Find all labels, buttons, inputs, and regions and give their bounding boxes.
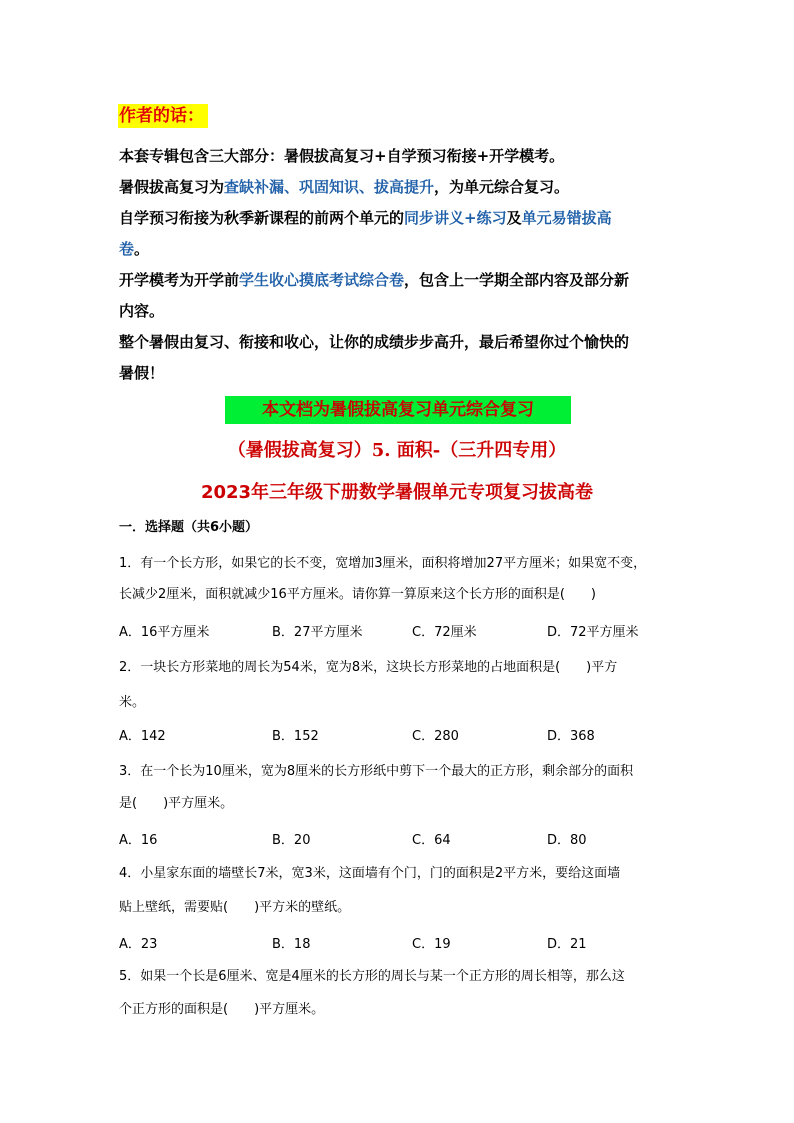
intro-line-4-end: 。 <box>134 240 150 258</box>
question-1-line-2: 长减少2厘米，面积就减少16平方厘米。请你算一算原来这个长方形的面积是( ) <box>119 587 596 602</box>
question-5-line-1: 5．如果一个长是6厘米、宽是4厘米的长方形的周长与某一个正方形的周长相等，那么这 <box>119 969 625 984</box>
question-1-option-d: D．72平方厘米 <box>547 625 639 640</box>
question-2-option-c: C．280 <box>412 729 459 744</box>
section-heading: 一．选择题（共6小题） <box>119 520 259 535</box>
question-2-option-a: A．142 <box>119 729 166 744</box>
intro-line-5-highlight: 学生收心摸底考试综合卷 <box>239 271 405 289</box>
intro-line-3-a: 自学预习衔接为秋季新课程的前两个单元的 <box>119 209 405 227</box>
intro-line-1: 本套专辑包含三大部分：暑假拔高复习+自学预习衔接+开学模考。 <box>119 147 565 165</box>
intro-line-8: 暑假！ <box>119 364 165 382</box>
question-1-option-b: B．27平方厘米 <box>272 625 363 640</box>
intro-line-2 <box>119 177 569 197</box>
question-2-option-d: D．368 <box>547 729 595 744</box>
question-3-option-a: A．16 <box>119 833 158 848</box>
intro-line-4 <box>119 239 149 259</box>
intro-line-3-highlight-2: 单元易错拔高 <box>521 209 612 227</box>
question-3-option-c: C．64 <box>412 833 451 848</box>
intro-line-7: 整个暑假由复习、衔接和收心，让你的成绩步步高升，最后希望你过个愉快的 <box>119 333 630 351</box>
question-2-option-b: B．152 <box>272 729 319 744</box>
question-4-option-c: C．19 <box>412 937 451 952</box>
question-3-line-1: 3．在一个长为10厘米，宽为8厘米的长方形纸中剪下一个最大的正方形，剩余部分的面积 <box>119 764 634 779</box>
question-3-option-d: D．80 <box>547 833 587 848</box>
document-banner: 本文档为暑假拔高复习单元综合复习 <box>225 396 571 424</box>
question-4-line-1: 4．小星家东面的墙壁长7米，宽3米，这面墙有个门，门的面积是2平方米，要给这面墙 <box>119 866 621 881</box>
question-4-line-2: 贴上壁纸，需要贴( )平方米的壁纸。 <box>119 900 351 915</box>
intro-line-5-a: 开学模考为开学前 <box>119 271 240 289</box>
document-subtitle: （暑假拔高复习）5. 面积-（三升四专用） <box>227 440 567 461</box>
question-5-line-2: 个正方形的面积是( )平方厘米。 <box>119 1002 325 1017</box>
intro-line-5-c: ，包含上一学期全部内容及部分新 <box>404 271 630 289</box>
question-1-option-c: C．72厘米 <box>412 625 477 640</box>
intro-line-2-a: 暑假拔高复习为 <box>119 178 225 196</box>
intro-line-4-highlight: 卷 <box>119 240 135 258</box>
intro-line-5 <box>119 270 629 290</box>
question-4-option-d: D．21 <box>547 937 587 952</box>
intro-line-6: 内容。 <box>119 302 165 320</box>
intro-line-3 <box>119 208 612 228</box>
intro-line-2-highlight: 查缺补漏、巩固知识、拔高提升 <box>224 178 435 196</box>
question-4-option-a: A．23 <box>119 937 158 952</box>
author-note-title: 作者的话： <box>118 104 208 128</box>
question-3-line-2: 是( )平方厘米。 <box>119 796 234 811</box>
question-2-line-2: 米。 <box>119 695 146 710</box>
intro-line-2-c: ，为单元综合复习。 <box>434 178 570 196</box>
question-4-option-b: B．18 <box>272 937 311 952</box>
document-title: 2023年三年级下册数学暑假单元专项复习拔高卷 <box>200 482 594 503</box>
question-1-option-a: A．16平方厘米 <box>119 625 210 640</box>
question-1-line-1: 1．有一个长方形，如果它的长不变，宽增加3厘米，面积将增加27平方厘米；如果宽不变， <box>119 556 647 571</box>
intro-line-3-c: 及 <box>506 209 522 227</box>
question-2-line-1: 2．一块长方形菜地的周长为54米，宽为8米，这块长方形菜地的占地面积是( )平方 <box>119 660 618 675</box>
intro-line-3-highlight-1: 同步讲义+练习 <box>404 209 507 227</box>
question-3-option-b: B．20 <box>272 833 311 848</box>
